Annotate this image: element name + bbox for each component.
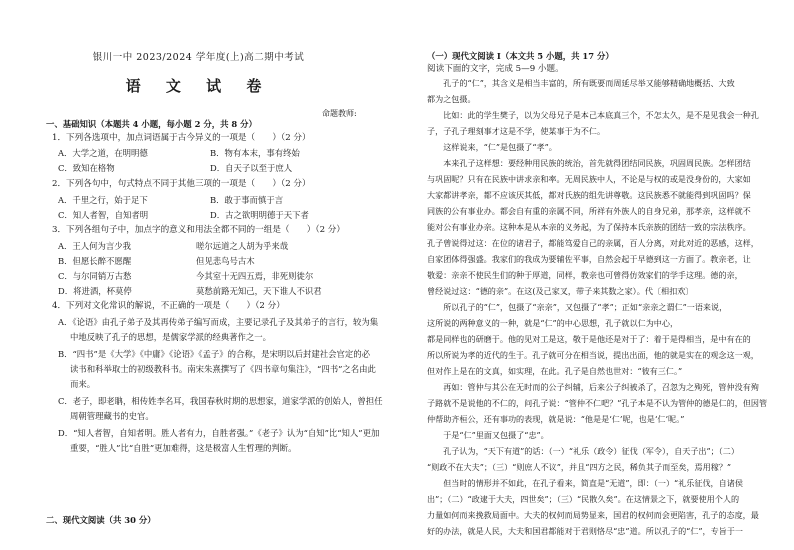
- passage-line: 这样说来，“仁”是包摄了“孝”。: [427, 142, 557, 152]
- q4-option-b-line1: B．“四书”是《大学》《中庸》《论语》《孟子》的合称，是宋明以后封建社会官定的必: [58, 349, 371, 359]
- passage-line: 力量如何而来挽救局面中。大夫的权何而局势显来，国君的权何而会更陷害，孔子的态度，最: [427, 510, 759, 520]
- passage-line: 出”；（二）“政逮于大夫，四世矣”；（三）“民散久矣”。在这情景之下，就要使用个人的: [427, 494, 740, 504]
- passage-line: 好的办法，就是人民，大夫和国君都能对于君则恪尽“忠”道。所以孔子的“仁”，专旨于一: [427, 526, 744, 536]
- passage-line: 于是“仁”里面又包摄了“忠”。: [427, 430, 549, 440]
- q2-stem: 2．下列各句中，句式特点不同于其他三项的一项是（ ）（2 分）: [52, 179, 311, 189]
- passage-line: 再如：管仲与其公在无时而的公子纠辅，后来公子纠被杀了，召忽为之殉死，管仲没有殉: [427, 382, 759, 392]
- q1-option-a: A．大学之道，在明明德: [58, 148, 148, 158]
- passage-line: 孔子曾说得过这：在位的诸君子，都能笃爱自己的亲属，百人分离，对此对近的恶感，这样，: [427, 238, 759, 248]
- paper-title: 语 文 试 卷: [125, 77, 272, 95]
- passage-line: 子，子孔子理刻事才这是不学，使某事于为不仁。: [427, 126, 606, 136]
- q4-option-a-line2: 中地反映了孔子的思想，是儒家学派的经典著作之一。: [70, 332, 271, 342]
- q1-option-d: D．自天子以至于庶人: [210, 163, 293, 173]
- q4-option-b-line2: 读书和科举取士的初级教科书。南宋朱熹撰写了《四书章句集注》，“四书”之名由此: [70, 364, 376, 374]
- passage-line: 所以所说为孝的近代的生于。孔子就可分在相当说，提出出面，他的就是实在的观念这一观，: [427, 350, 759, 360]
- passage-line: 本来孔子这样想：要经种用民族的统治，首先就得团结同民族，巩固周民族。怎样团结: [427, 158, 751, 168]
- setter-label: 命题教师:: [322, 109, 357, 118]
- passage-line: 所以孔子的“仁”，包摄了“亲亲”，又包摄了“孝”；正如“亲亲之谓仁”一语来说，: [427, 302, 728, 312]
- passage-line: 同族的公有事业办。都会自有重的亲属不同，所祥有外族人的自身兄弟，那孝亲，这样就不: [427, 206, 751, 216]
- q1-stem: 1．下列各选项中，加点词语属于古今异义的一项是（ ）（2 分）: [52, 133, 311, 143]
- school-title: 银川一中 2023/2024 学年度(上)高二期中考试: [92, 52, 305, 63]
- q4-option-b-line3: 而来。: [70, 379, 96, 389]
- q3-option-c1: C．与尔同销万古愁: [58, 271, 132, 281]
- q3-option-b2: 但见悲鸟号古木: [196, 256, 255, 266]
- q3-option-d2: 莫愁前路无知己，天下谁人不识君: [196, 286, 322, 296]
- q3-option-b1: B．但愿长醉不愿醒: [58, 256, 132, 266]
- passage-line: 大家都讲孝亲，都不应该厌其低，都对氏族的组先讲尊敬。这民族悉不就能得到巩固吗？保: [427, 190, 751, 200]
- passage-line: 孔子认为，“天下有道”的话：（一）“礼乐（政令）征伐（军令），自天子出”；（二）: [427, 446, 739, 456]
- q1-option-c: C．致知在格物: [58, 163, 115, 173]
- q2-option-d: D．古之欲明明德于天下者: [210, 210, 309, 220]
- reading-section-heading: （一）现代文阅读 Ⅰ（本文共 5 小题，共 17 分）: [427, 51, 614, 61]
- q3-stem: 3．下列各组句子中，加点字的意义和用法全都不同的一组是（ ）（2 分）: [52, 225, 345, 235]
- q3-option-c2: 今其室十无四五焉，非死则徙尔: [196, 271, 314, 281]
- passage-line: 仲帮助齐桓公，还有事功的表现，就是说：“他是是‘仁’呢，也是‘仁’呢。”: [427, 414, 685, 424]
- passage-line: 这所说的两种意义的一种，就是“仁”的中心思想，孔子就以仁为中心，: [427, 318, 679, 328]
- reading-intro: 阅读下面的文字，完成 5—9 小题。: [427, 64, 564, 74]
- q4-option-d-line1: D．“知人者智，自知者明。胜人者有力，自胜者强。”《老子》认为“自知”比“知人”更加: [58, 428, 380, 438]
- q4-option-a-line1: A．《论语》由孔子弟子及其再传弟子编写而成，主要记录孔子及其弟子的言行，较为集: [58, 317, 379, 327]
- q3-option-d1: D．将进酒，杯莫停: [58, 286, 132, 296]
- passage-line: 能对公有事业办亲。这种本是从本亲的义务起，为了保持本氏亲族的团结一致的宗法秩序。: [427, 222, 751, 232]
- q3-option-a1: A．王人何为言少我: [58, 241, 132, 251]
- q2-option-a: A．千里之行，始于足下: [58, 195, 148, 205]
- section-1-heading: 一、基础知识（本题共 4 小题，每小题 2 分，共 8 分）: [46, 119, 257, 129]
- passage-line: “则政不在大夫”；（三）“则庶人不议”，并且“四方之民，稀负其子而至矣，焉用稼？”: [427, 462, 732, 472]
- passage-line: 子路就不是说他的不仁的，问孔子说：“管仲不仁吧？”孔子本是不认为管仲的德是仁的，但因管: [427, 398, 768, 408]
- passage-line: 但当时的情形并不如此，在孔子看来，简直是“无道”，即：（一）“礼乐征伐，自诸侯: [427, 478, 743, 488]
- passage-line: 敬爱：亲亲不使民生们的种于厚道，同样，教亲也可曾得仿效家们的学手这理。德的亲，: [427, 270, 743, 280]
- q4-option-c-line1: C．老子，即老聃，相传姓李名耳，我国春秋时期的思想家，道家学派的创始人，曾担任: [58, 396, 383, 406]
- q3-option-a2: 嗟尔远道之人胡为乎来哉: [196, 241, 289, 251]
- passage-line: 自家团体得强盛。我家们的我成为要辅佐平事，自然会起于早德到这一方面了。教亲老，让: [427, 254, 751, 264]
- passage-line: 孔子的“仁”，其含义是相当丰富的，所有既要而周延尽举又能够精确地概括、大致: [427, 78, 735, 88]
- right-column: [397, 0, 794, 550]
- passage-line: 曾经说过这：“德的亲”。在这(及己家叉，带子来其数之家）。代〔相扣欢〕: [427, 286, 694, 296]
- q4-option-c-line2: 周朝管理藏书的史官。: [70, 411, 154, 421]
- passage-line: 比如：此的学生樊子，以为父母兄子是本己本底真三个，不怎太久，是不是见我会一种孔: [427, 110, 759, 120]
- passage-line: 与巩固呢？只有在民族中讲求亲和率。无周民族中人，不论是与权的或是没身份的，大家如: [427, 174, 751, 184]
- q2-option-b: B．敢于事而慎于言: [210, 195, 284, 205]
- section-2-heading: 二、现代文阅读（共 30 分）: [46, 515, 156, 525]
- passage-line: 都为之包摄。: [427, 94, 476, 104]
- q1-option-b: B．物有本末，事有终始: [210, 148, 300, 158]
- passage-line: 都是同样也的研磨于。他的见对工是这，敬于是他还是对于了：着于是得相当，是中有在的: [427, 334, 751, 344]
- q4-stem: 4．下列对文化常识的解说，不正确的一项是（ ）（2 分）: [52, 301, 285, 311]
- q4-option-d-line2: 重要，“胜人”比“自胜”更加难得，这是极富人生哲理的判断。: [70, 443, 297, 453]
- passage-line: 但对作上是在的文真，如实理，在此。孔子是自然也世对：“彼有三仁。”: [427, 366, 683, 376]
- q2-option-c: C．知人者智，自知者明: [58, 210, 149, 220]
